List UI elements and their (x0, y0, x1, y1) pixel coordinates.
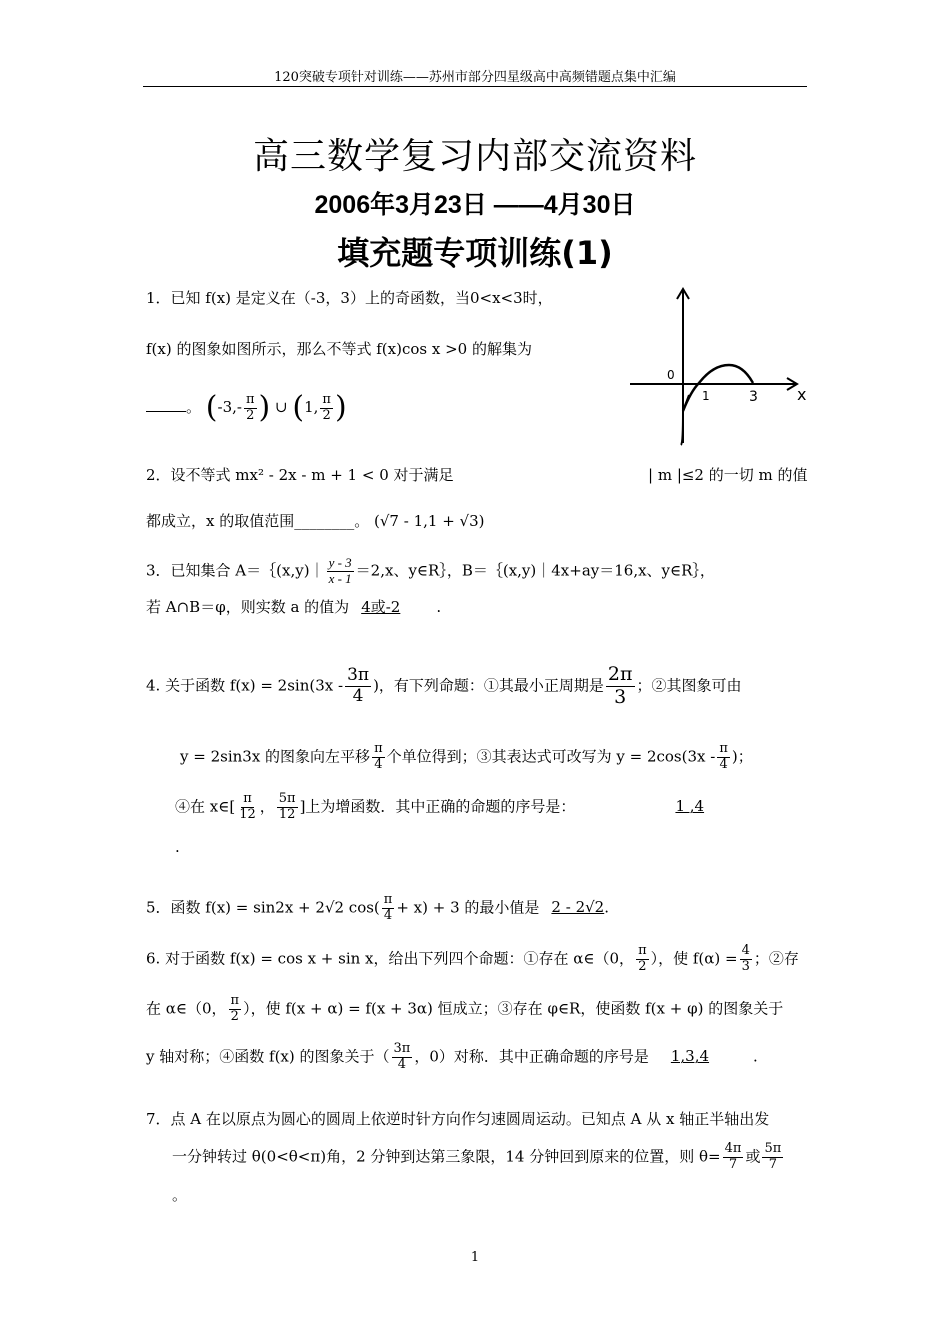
q7-line3: 。 (172, 1186, 188, 1204)
q2-line1: 2．设不等式 mx² - 2x - m + 1 < 0 对于满足 (146, 466, 454, 484)
q2-line1b: | m |≤2 的一切 m 的值 (648, 466, 808, 484)
q7-line1: 7．点 A 在以原点为圆心的圆周上依逆时针方向作匀速圆周运动。已知点 A 从 x 轴正半轴出发 (146, 1110, 770, 1128)
q1-line1: 1．已知 f(x) 是定义在（-3，3）上的奇函数，当0<x<3时， (146, 289, 553, 307)
q5-answer: 2 - 2√2 (551, 898, 605, 917)
origin-label: 0 (667, 368, 675, 382)
tick-3-label: 3 (749, 389, 758, 405)
q1-line2: f(x) 的图象如图所示，那么不等式 f(x)cos x >0 的解集为 (146, 340, 532, 358)
q4-line1: 4. 关于函数 f(x) = 2sin(3x - $\frac{3\pi}{4}$ )，有下列命题：①其最小正周期是 $\frac{2\pi}{3}$ ；②其图象可由 (146, 663, 742, 708)
x-axis-label: x (797, 385, 807, 404)
page-number: 1 (470, 1250, 480, 1265)
q6-line2: 在 α∈（0， $\frac{\pi}{2}$ ），使 f(x + α) = f(x + 3α) 恒成立；③存在 φ∈R，使函数 f(x + φ) 的图象关于 (146, 993, 784, 1024)
header-rule (143, 86, 807, 87)
q3-line2: 若 A∩B＝φ，则实数 a 的值为 4或-2 . (146, 598, 442, 616)
q6-line3: y 轴对称；④函数 f(x) 的图象关于（ $\frac{3\pi}{4}$ ，0）对称．其中正确命题的序号是 1,3,4 . (146, 1041, 758, 1072)
function-graph (625, 283, 815, 448)
q4-line2: y = 2sin3x 的图象向左平移 $\frac{\pi}{4}$ 个单位得到；③其表达式可改写为 y = 2cos(3x - $\frac{\pi}{4}$ )； (180, 741, 753, 772)
section-title: 填充题专项训练(1) (337, 234, 613, 272)
running-header: 120突破专项针对训练——苏州市部分四星级高中高频错题点集中汇编 (274, 70, 676, 85)
q4-period: . (175, 838, 180, 856)
q2-line2: 都成立，x 的取值范围________。 (√7 - 1,1 + √3) (146, 512, 485, 530)
q3-line1: 3．已知集合 A＝｛(x,y)｜ $\frac{y - 3}{x - 1}$ ＝2,x、y∈R｝，B＝｛(x,y)｜4x+ay＝16,x、y∈R｝， (146, 555, 715, 586)
q6-line1: 6. 对于函数 f(x) = cos x + sin x，给出下列四个命题：①存在 α∈（0， $\frac{\pi}{2}$ ），使 f(α) = $\frac{4}{3}$ ；②存 (146, 943, 799, 974)
q1-answer: 。 (-3,- $\frac{\pi}{2}$ ) ∪ (1, $\frac{\pi}{2}$ ) (146, 390, 347, 426)
page-title: 高三数学复习内部交流资料 (252, 136, 697, 177)
date-range: 2006年3月23日 ——4月30日 (314, 191, 636, 219)
q3-answer: 4或-2 (361, 598, 401, 616)
q4-answer: 1 ,4 (675, 797, 705, 816)
curve-right (683, 365, 753, 411)
curve-left (681, 411, 683, 445)
q6-answer: 1,3,4 (670, 1047, 710, 1066)
q7-line2: 一分钟转过 θ(0<θ<π)角，2 分钟到达第三象限，14 分钟回到原来的位置，则 θ= $\frac{4\pi}{7}$ 或 $\frac{5\pi}{7}$ (172, 1141, 782, 1172)
answer-blank (146, 411, 186, 412)
q4-line3: ④在 x∈[ $\frac{\pi}{12}$ ， $\frac{5\pi}{12}$ ]上为增函数．其中正确的命题的序号是： 1 ,4 (175, 791, 705, 822)
q5-line: 5．函数 f(x) = sin2x + 2√2 cos( $\frac{\pi}{4}$ + x) + 3 的最小值是 2 - 2√2. (146, 892, 609, 923)
q2-answer: (√7 - 1,1 + √3) (374, 512, 485, 530)
tick-1-label: 1 (702, 389, 710, 403)
